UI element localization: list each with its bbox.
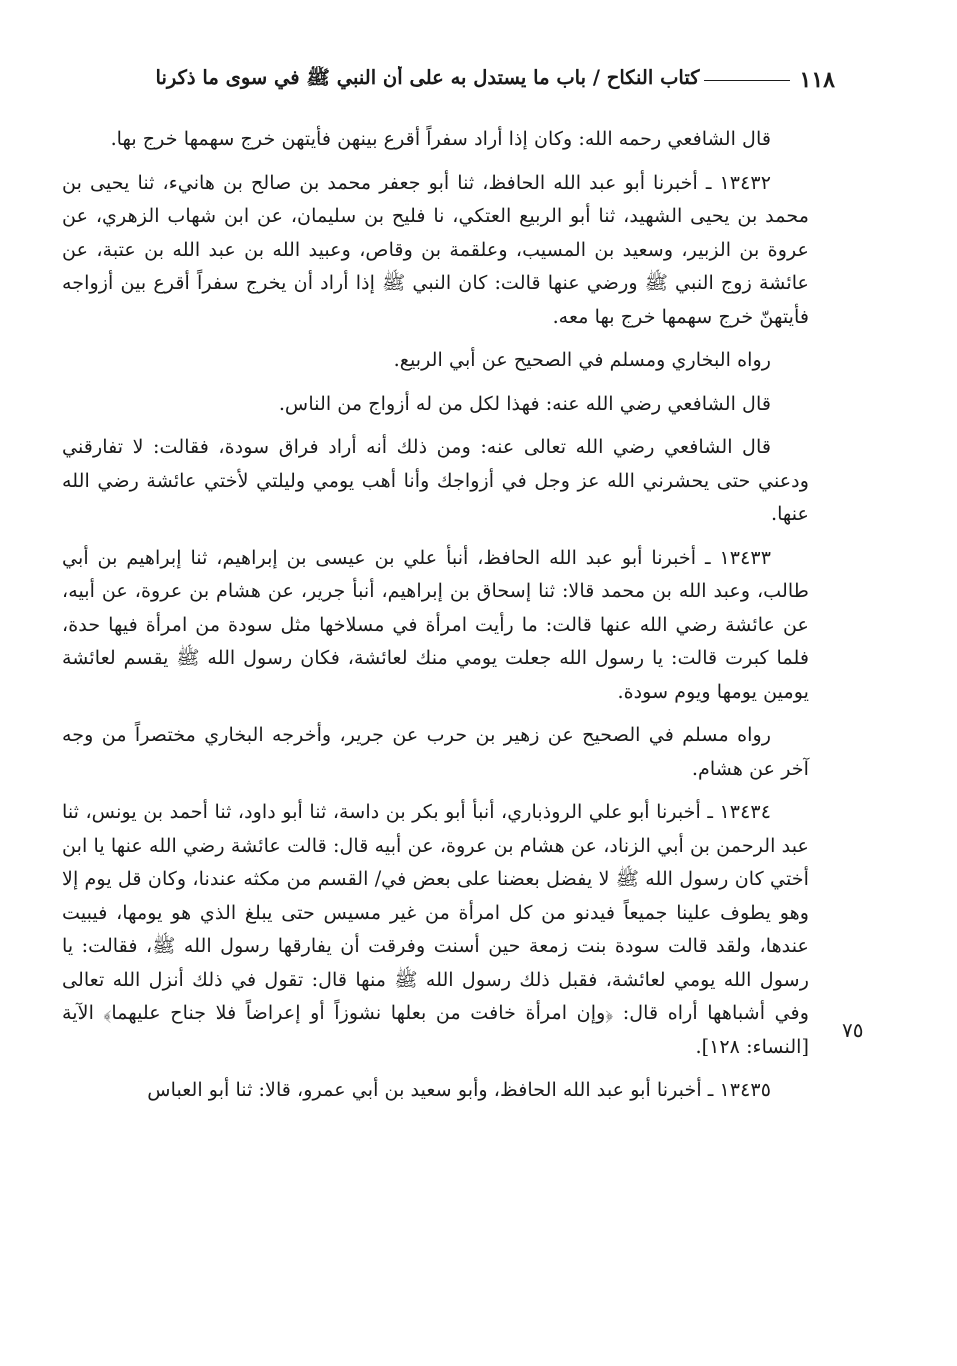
paragraph-riwayah-1: رواه البخاري ومسلم في الصحيح عن أبي الربيع. (393, 348, 771, 371)
paragraph-shafii-2: قال الشافعي رضي الله عنه: فهذا لكل من له أزواج من الناس. (278, 391, 771, 415)
paragraph-shafii-intro: قال الشافعي رحمه الله: وكان إذا أراد سفراً أقرع بينهن فأيتهن خرج سهمها خرج بها. (110, 127, 771, 150)
running-header (60, 60, 835, 100)
hadith-13433: ١٣٤٣٣ ـ أخبرنا أبو عبد الله الحافظ، أنبأ علي بن عيسى بن إبراهيم، ثنا إبراهيم بن أبي طالب، وعبد الله بن محمد قالا: ثنا إسحاق بن إبراهيم، أنبأ جرير، عن هشام بن عروة، عن أبيه، عن عائشة رضي الله عنها قالت: ما رأيت امرأة في مسلاخها مثل سودة من امرأة فيها حدة، فلما كبرت قالت: يا رسول الله جعلت يومي منك لعائشة، فكان رسول الله ﷺ يقسم لعائشة يومين يومها ويوم سودة. (62, 545, 809, 703)
hadith-13435: ١٣٤٣٥ ـ أخبرنا أبو عبد الله الحافظ، وأبو سعيد بن أبي عمرو، قالا: ثنا أبو العباس (147, 1078, 771, 1101)
page-number: ١١٨ (799, 67, 835, 93)
header-title: كتاب النكاح / باب ما يستدل به على أن النبي ﷺ في سوى ما ذكرنا (155, 66, 700, 89)
hadith-13432: ١٣٤٣٢ ـ أخبرنا أبو عبد الله الحافظ، ثنا أبو جعفر محمد بن صالح بن هانيء، ثنا يحيى بن محمد بن يحيى الشهيد، ثنا أبو الربيع العتكي، نا فليح بن سليمان، عن ابن شهاب الزهري، عن عروة بن الزبير، وسعيد بن المسيب، وعلقمة بن وقاص، وعبيد الله بن عبد الله بن عتبة، عن عائشة زوج النبي ﷺ ورضي عنها قالت: كان النبي ﷺ إذا أراد أن يخرج سفراً أقرع بين أزواجه فأيتهنّ خرج سهمها خرج بها معه. (62, 170, 809, 328)
paragraph-shafii-3: قال الشافعي رضي الله تعالى عنه: ومن ذلك أنه أراد فراق سودة، فقالت: لا تفارقني ودعني حتى يحشرني الله عز وجل في أزواجك وأنا أهب يومي وليلتي لأختي عائشة رضي الله عنها. (62, 435, 809, 525)
hadith-13434: ١٣٤٣٤ ـ أخبرنا أبو علي الروذباري، أنبأ أبو بكر بن داسة، ثنا أبو داود، ثنا أحمد بن يونس، ثنا عبد الرحمن بن أبي الزناد، عن هشام بن عروة، عن أبيه قال: قالت عائشة رضي الله عنها يا ابن أختي كان رسول الله ﷺ لا يفضل بعضنا على بعض في/ القسم من مكثه عندنا، وكان قل يوم إلا وهو يطوف علينا جميعاً فيدنو من كل امرأة من غير مسيس حتى يبلغ الذي هو يومها، فيبيت عندها، ولقد قالت سودة بنت زمعة حين أسنت وفرقت أن يفارقها رسول الله ﷺ، فقالت: يا رسول الله يومي لعائشة، فقبل ذلك رسول الله ﷺ منها قال: تقول في ذلك أنزل الله تعالى وفي أشباهها أراه قال: ﴿وإن امرأة خافت من بعلها نشوزاً أو إعراضاً فلا جناح عليهما﴾ الآية [النساء: ١٢٨]. (62, 800, 809, 1058)
margin-note: ٧٥ (842, 1018, 864, 1042)
paragraph-riwayah-2: رواه مسلم في الصحيح عن زهير بن حرب عن جرير، وأخرجه البخاري مختصراً من وجه آخر عن هشام. (62, 723, 809, 780)
header-rule (704, 80, 790, 81)
page-body (62, 122, 809, 1117)
